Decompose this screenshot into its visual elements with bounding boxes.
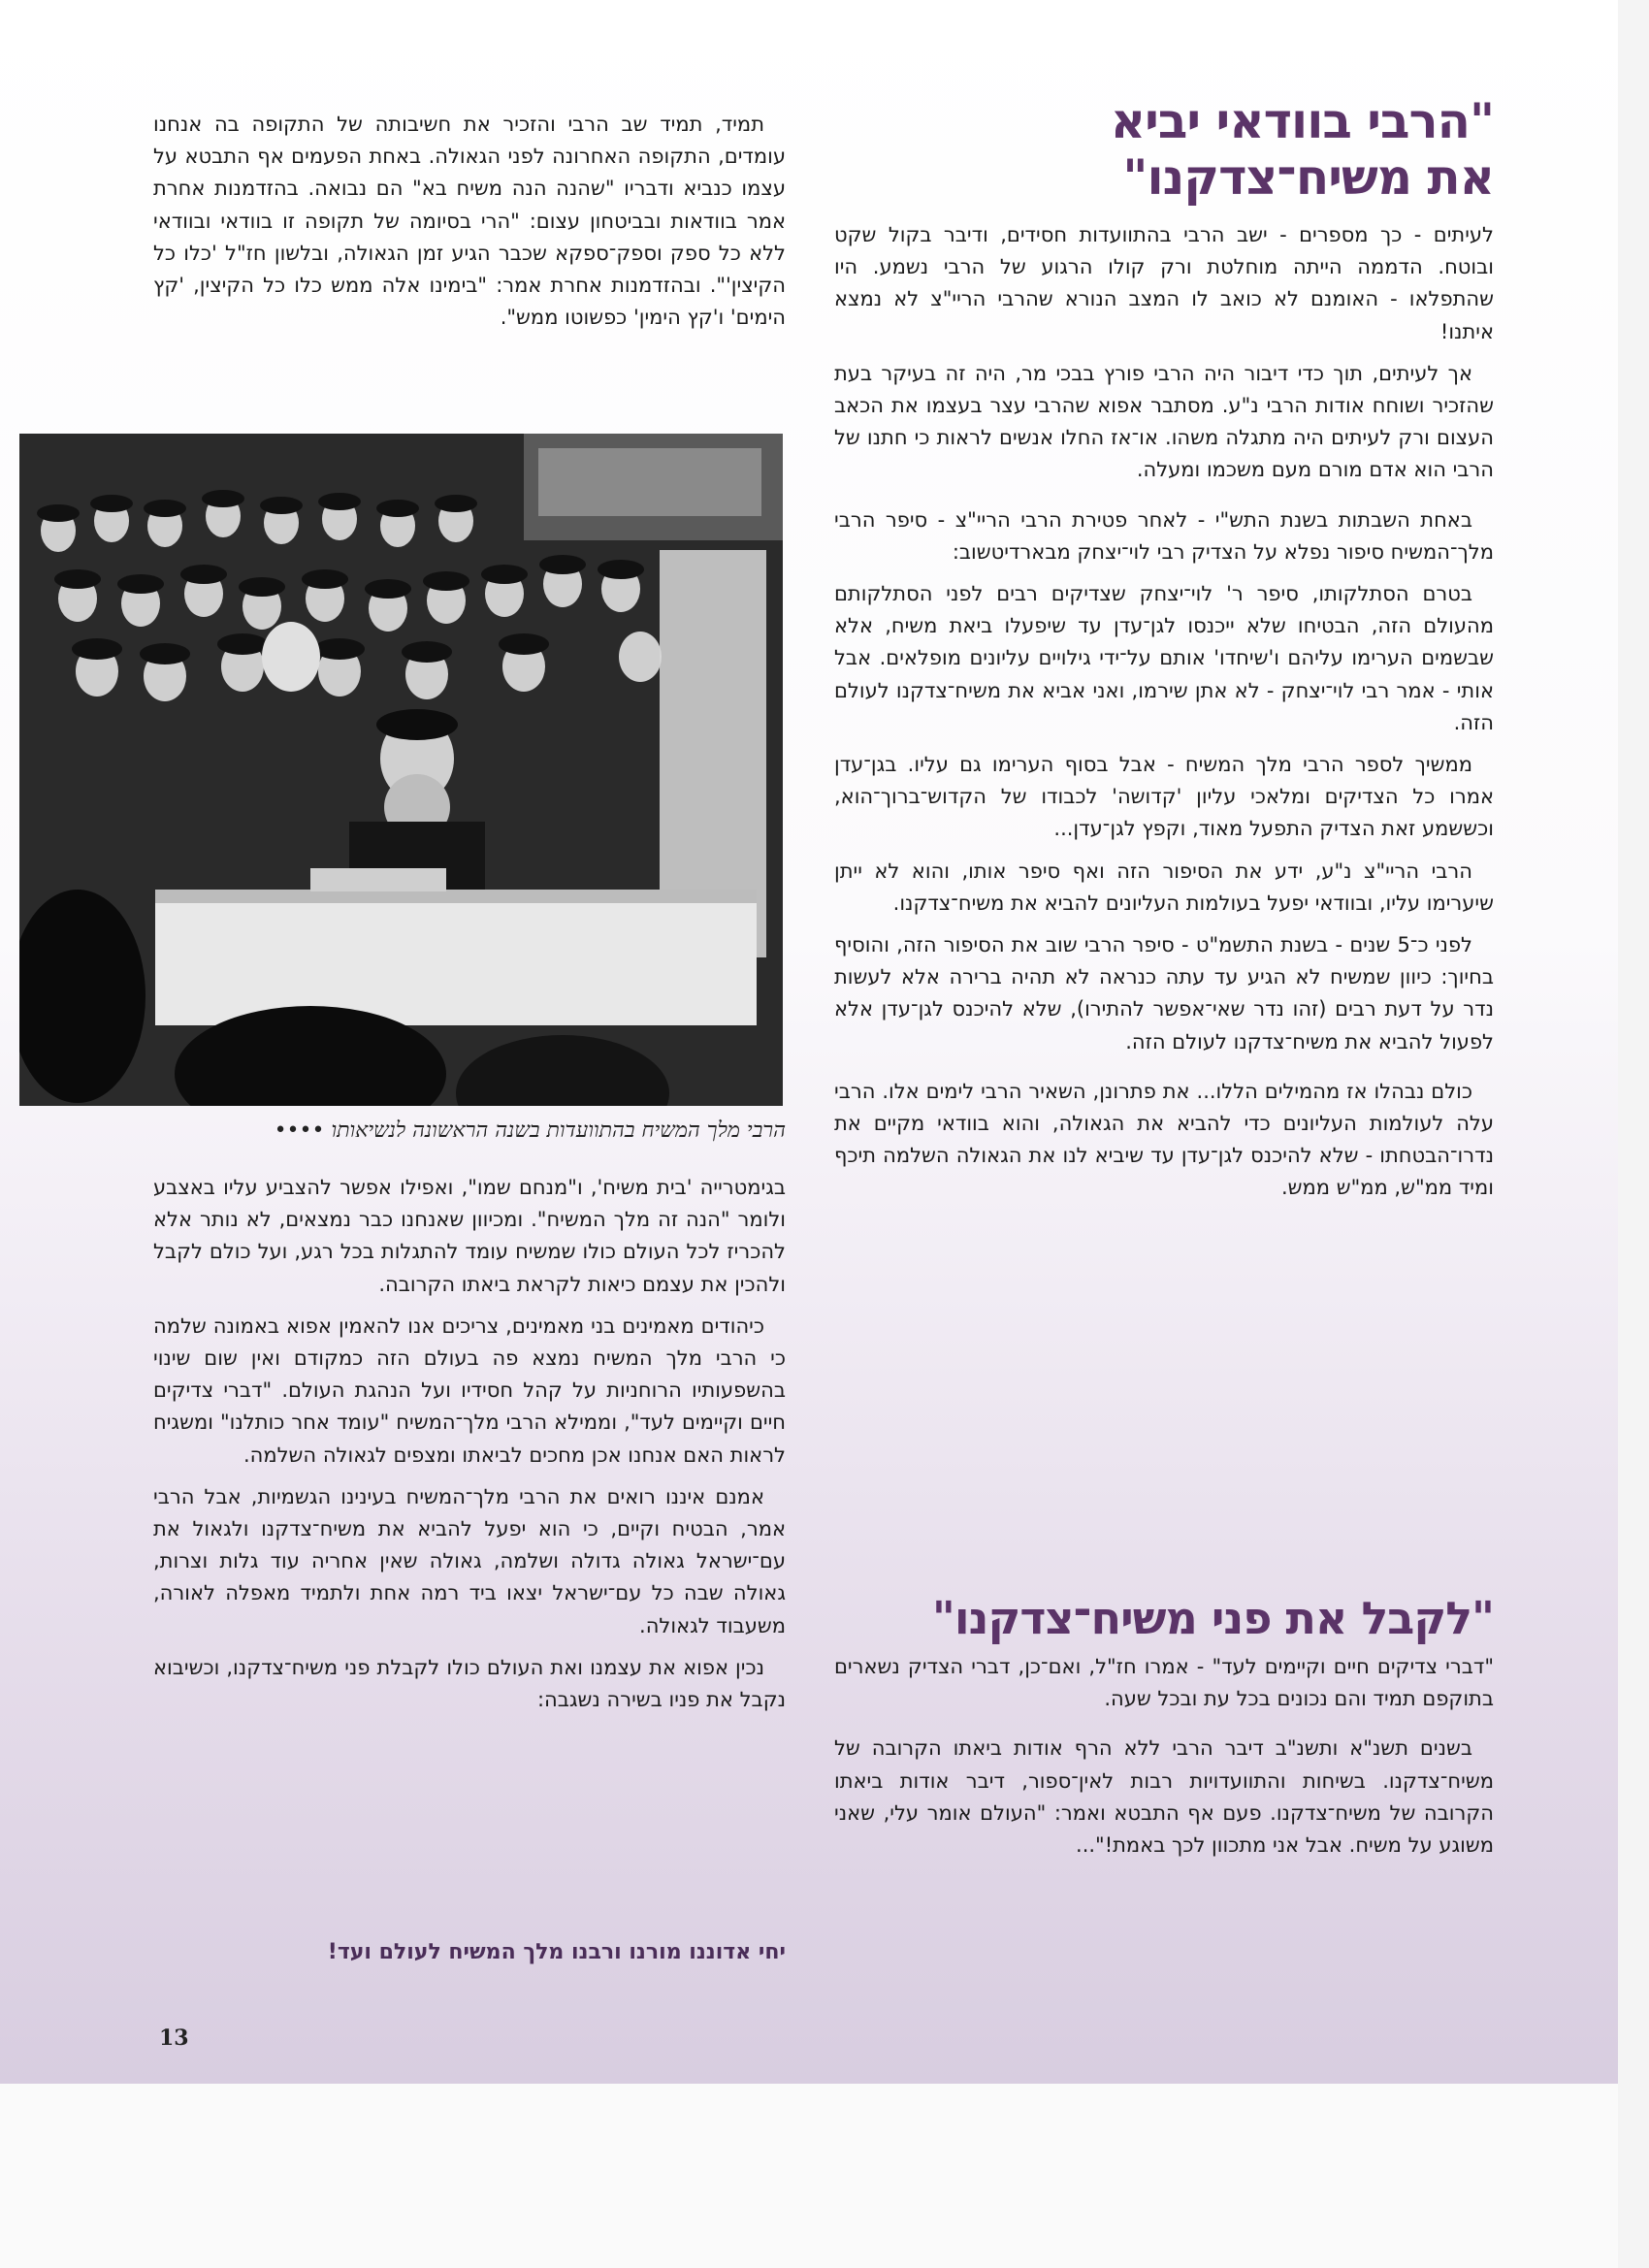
paragraph: "דברי צדיקים חיים וקיימים לעד" - אמרו חז"ל, ואם־כן, דברי הצדיק נשארים בתוקפם תמיד והם נכונים בכל עת ובכל שעה. (834, 1655, 1494, 1711)
paragraph: בטרם הסתלקותו, סיפר ר' לוי־יצחק שצדיקים רבים לפני הסתלקותם מהעולם הזה, הבטיחו שלא ייכנסו לגן־עדן עד שיפעלו ביאת משיח, אלא שבשמים הערימו עליהם ו'שיחדו' אותם על־ידי גילויים עליונים מופלאים. אבל אותי - אמר רבי לוי־יצחק - לא אתן שירמו, ואני אביא את משיח־צדקנו לעולם הזה. (834, 582, 1494, 734)
right-column-section-2 (834, 1651, 1494, 1871)
left-column-top (153, 109, 786, 343)
page-edge (1618, 0, 1649, 2268)
paragraph: באחת השבתות בשנת התש"י - לאחר פטירת הרבי הריי"צ - סיפר הרבי מלך־המשיח סיפור נפלא על הצדיק רבי לוי־יצחק מבארדיטשוב: (834, 507, 1494, 564)
paragraph: תמיד, תמיד שב הרבי והזכיר את חשיבותה של התקופה בה אנחנו עומדים, התקופה האחרונה לפני הגאולה. באחת הפעמים אף התבטא על עצמו כנביא ודבריו "שהנה הנה משיח בא" הם נבואה. בהזדמנות אחרת אמר בוודאות ובביטחון עצום: "הרי בסיומה של תקופה זו בוודאי ובוודאי ללא כל ספק וספק־ספקא שכבר הגיע זמן הגאולה, ובלשון חז"ל 'כלו כל הקיצין'". ובהזדמנות אחרת אמר: "בימינו אלה ממש כלו כל הקיצין, 'קץ הימים' ו'קץ הימין' כפשוטו ממש". (153, 113, 786, 330)
paragraph: בשנים תשנ"א ותשנ"ב דיבר הרבי ללא הרף אודות ביאתו הקרובה של משיח־צדקנו. בשיחות והתוועדויות רבות לאין־ספור, דיבר אודות ביאתו הקרובה של משיח־צדקנו. פעם אף התבטא ואמר: "העולם אומר עלי, שאני משוגע על משיח. אבל אני מתכוון לכך באמת!"... (834, 1736, 1494, 1858)
article-title-line-2: את משיח־צדקנו" (1122, 149, 1494, 206)
farbrengen-photo (19, 434, 783, 1106)
article-title-line-1: "הרבי בוודאי יביא (1110, 93, 1494, 149)
paragraph: כיהודים מאמינים בני מאמינים, צריכים אנו להאמין אפוא באמונה שלמה כי הרבי מלך המשיח נמצא פה בעולם הזה כמקודם ואין שום שינוי בהשפעותיו הרוחניות על קהל חסידיו ועל הנהגת העולם. "דברי צדיקים חיים וקיימים לעד", וממילא הרבי מלך־המשיח "עומד אחר כותלנו" ומשגיח לראות האם אנחנו אכן מחכים לביאתו ומצפים לגאולה השלמה. (153, 1313, 786, 1467)
paragraph: ממשיך לספר הרבי מלך המשיח - אבל בסוף הערימו גם עליו. בגן־עדן אמרו כל הצדיקים ומלאכי עליון 'קדושה' לכבודו של הקדוש־ברוך־הוא, וכששמע זאת הצדיק התפעל מאוד, וקפץ לגן־עדן... (834, 753, 1494, 841)
left-column-bottom (153, 1172, 786, 1726)
paragraph: הרבי הריי"צ נ"ע, ידע את הסיפור הזה ואף סיפר אותו, והוא לא ייתן שיערימו עליו, ובוודאי יפעל בעולמות העליונים להביא את משיח־צדקנו. (834, 859, 1494, 915)
paragraph: בגימטרייה 'בית משיח', ו"מנחם שמו", ואפילו אפשר להצביע עליו באצבע ולומר "הנה זה מלך המשיח". ומכיוון שאנחנו כבר נמצאים, לא נותר אלא להכריז לכל העולם כולו שמשיח עומד להתגלות בכל רגע, ועל כולם לקבל ולהכין את עצמם כיאות לקראת ביאתו הקרובה. (153, 1176, 786, 1296)
paragraph: כולם נבהלו אז מהמילים הללו... את פתרונן, השאיר הרבי לימים אלו. הרבי עלה לעולמות העליונים כדי להביא את הגאולה, והוא בוודאי מקיים את נדרו־הבטחתו - שלא להיכנס לגן־עדן עד שיביא לנו את הגאולה השלמה תיכף ומיד ממ"ש, ממ"ש ממש. (834, 1079, 1494, 1200)
closing-slogan: יחי אדוננו מורנו ורבנו מלך המשיח לעולם ועד! (327, 1940, 786, 1964)
scan-margin (0, 2084, 1618, 2268)
paragraph: לעיתים - כך מספרים - ישב הרבי בהתוועדות חסידים, ודיבר בקול שקט ובוטח. הדממה הייתה מוחלטת ורק קולו הרגוע של הרבי נשמע. היו שהתפלאו - האומנם לא כואב לו המצב הנורא שהרבי הריי"צ לא נמצא איתנו! (834, 223, 1494, 343)
paragraph: אמנם איננו רואים את הרבי מלך־המשיח בעינינו הגשמיות, אבל הרבי אמר, הבטיח וקיים, כי הוא יפעל להביא את משיח־צדקנו ולגאול את עם־ישראל גאולה גדולה ושלמה, גאולה שאין אחריה עוד גלות וצרות, גאולה שבה כל עם־ישראל יצאו ביד רמה אחת ולתמיד מאפלה לאורה, משעבוד לגאולה. (153, 1484, 786, 1637)
section-title: "לקבל את פני משיח־צדקנו" (931, 1592, 1494, 1644)
right-column (834, 219, 1494, 1215)
article-title (1028, 93, 1494, 206)
page-number: 13 (159, 2025, 189, 2051)
photo-caption: הרבי מלך המשיח בהתוועדות בשנה הראשונה לנשיאותו •••• (274, 1118, 786, 1143)
paragraph: אך לעיתים, תוך כדי דיבור היה הרבי פורץ בבכי מר, היה זה בעיקר בעת שהזכיר ושוחח אודות הרבי נ"ע. מסתבר אפוא שהרבי עצר בעצמו את הכאב העצום ורק לעיתים היה מתגלה משהו. או־אז החלו אנשים לראות כי חתנו של הרבי הוא אדם מורם מעם משכמו ומעלה. (834, 361, 1494, 482)
paragraph: לפני כ־5 שנים - בשנת התשמ"ט - סיפר הרבי שוב את הסיפור הזה, והוסיף בחיוך: כיוון שמשיח לא הגיע עד עתה כנראה לא תהיה ברירה אלא לעשות נדר על דעת רבים (זהו נדר שאי־אפשר להתירו), שלא להיכנס לגן־עדן אלא לפעול להביא את משיח־צדקנו לעולם הזה. (834, 933, 1494, 1053)
paragraph: נכין אפוא את עצמנו ואת העולם כולו לקבלת פני משיח־צדקנו, וכשיבוא נקבל את פניו בשירה נשגבה: (153, 1655, 786, 1712)
